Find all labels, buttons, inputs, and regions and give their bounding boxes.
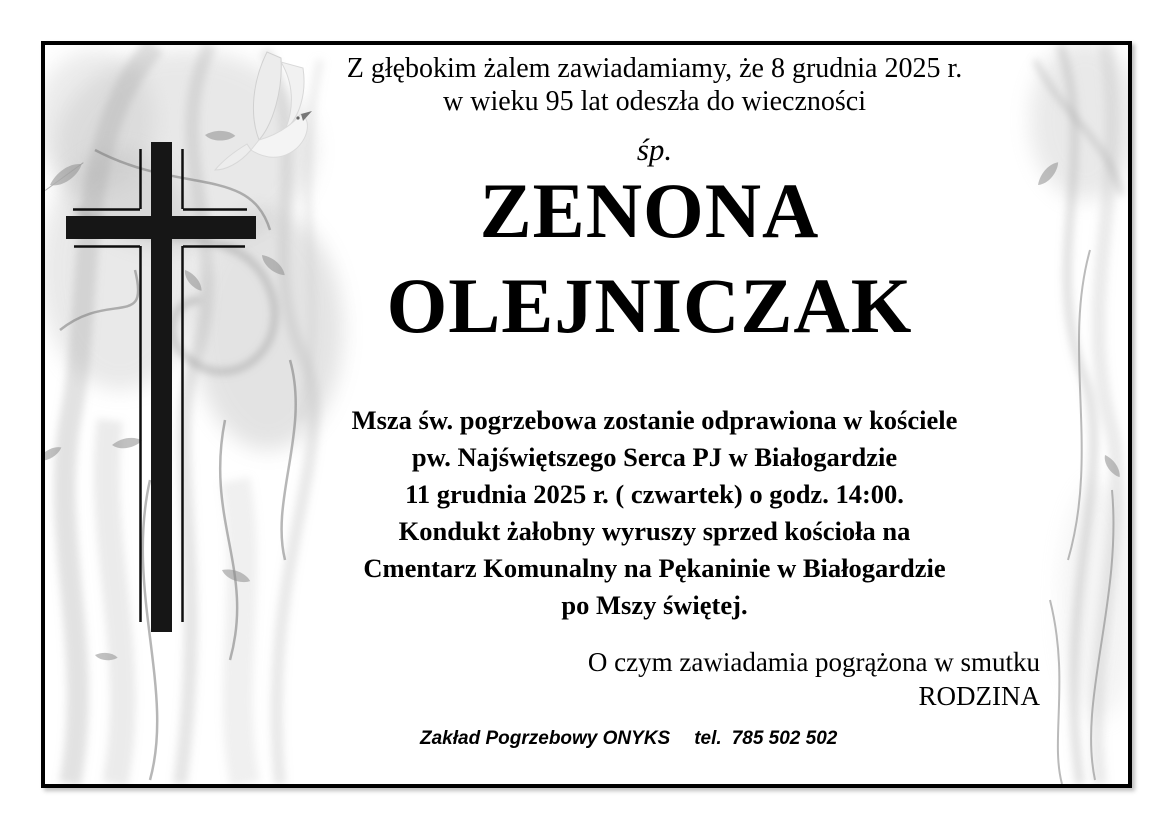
announcement-line-1: Z głębokim żalem zawiadamiamy, że 8 grudnia 2025 r. bbox=[346, 53, 963, 84]
funeral-details-line: Kondukt żałobny wyruszy sprzed kościoła na bbox=[398, 516, 911, 546]
phone-number: 785 502 502 bbox=[731, 728, 838, 749]
announcement-text bbox=[300, 52, 1009, 118]
funeral-details-line: Cmentarz Komunalny na Pękaninie w Białogardzie bbox=[363, 553, 946, 583]
funeral-home-name: Zakład Pogrzebowy ONYKS bbox=[420, 728, 671, 749]
funeral-home-footer bbox=[420, 728, 837, 750]
closing-line: O czym zawiadamia pogrążona w smutku bbox=[587, 647, 1040, 677]
funeral-details-line: Msza św. pogrzebowa zostanie odprawiona w kościele bbox=[351, 405, 958, 435]
funeral-details-line: 11 grudnia 2025 r. ( czwartek) o godz. 14:00. bbox=[405, 479, 904, 509]
announcement-line-2: w wieku 95 lat odeszła do wieczności bbox=[443, 86, 866, 117]
phone-label: tel. bbox=[694, 728, 722, 749]
deceased-first-name: ZENONA bbox=[479, 167, 820, 254]
deceased-name bbox=[240, 163, 1059, 353]
funeral-details bbox=[280, 402, 1029, 624]
closing-notice bbox=[300, 645, 1040, 713]
smoke-wisps-right-icon bbox=[1030, 40, 1140, 784]
funeral-details-line: po Mszy świętej. bbox=[561, 590, 748, 620]
funeral-details-line: pw. Najświętszego Serca PJ w Białogardzie bbox=[411, 442, 898, 472]
closing-family: RODZINA bbox=[918, 681, 1040, 711]
honorific-abbreviation: śp. bbox=[636, 132, 673, 167]
deceased-last-name: OLEJNICZAK bbox=[386, 262, 913, 349]
